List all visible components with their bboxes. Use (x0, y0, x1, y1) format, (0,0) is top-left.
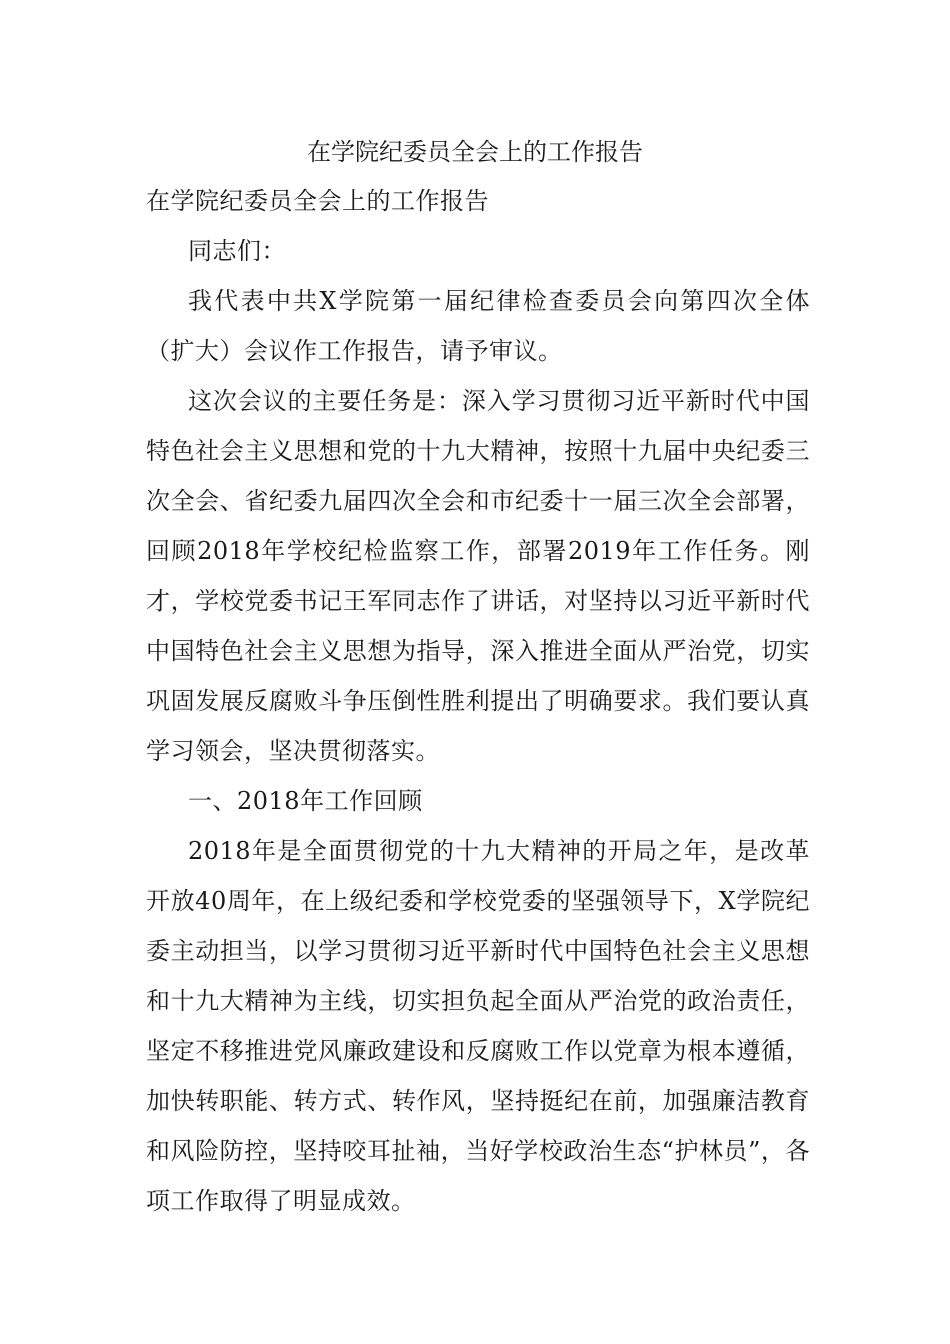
main-task-paragraph: 这次会议的主要任务是：深入学习贯彻习近平新时代中国特色社会主义思想和党的十九大精神，按照十九届中央纪委三次全会、省纪委九届四次全会和市纪委十一届三次全会部署，回顾2018年学校纪检监察工作，部署2019年工作任务。刚才，学校党委书记王军同志作了讲话，对坚持以习近平新时代中国特色社会主义思想为指导，深入推进全面从严治党，切实巩固发展反腐败斗争压倒性胜利提出了明确要求。我们要认真学习领会，坚决贯彻落实。 (146, 387, 810, 765)
intro-paragraph: 我代表中共X学院第一届纪律检查委员会向第四次全体（扩大）会议作工作报告，请予审议。 (146, 287, 810, 365)
review-paragraph: 2018年是全面贯彻党的十九大精神的开局之年，是改革开放40周年，在上级纪委和学校党委的坚强领导下，X学院纪委主动担当，以学习贯彻习近平新时代中国特色社会主义思想和十九大精神为主线，切实担负起全面从严治党的政治责任，坚定不移推进党风廉政建设和反腐败工作以党章为根本遵循，加快转职能、转方式、转作风，坚持挺纪在前，加强廉洁教育和风险防控，坚持咬耳扯袖，当好学校政治生态“护林员”，各项工作取得了明显成效。 (146, 837, 810, 1215)
repeated-title-paragraph: 在学院纪委员全会上的工作报告 (146, 187, 489, 215)
document-body (146, 176, 810, 1226)
section-heading: 一、2018年工作回顾 (188, 787, 423, 815)
document-title: 在学院纪委员全会上的工作报告 (307, 138, 643, 166)
salutation-paragraph: 同志们： (188, 237, 286, 265)
